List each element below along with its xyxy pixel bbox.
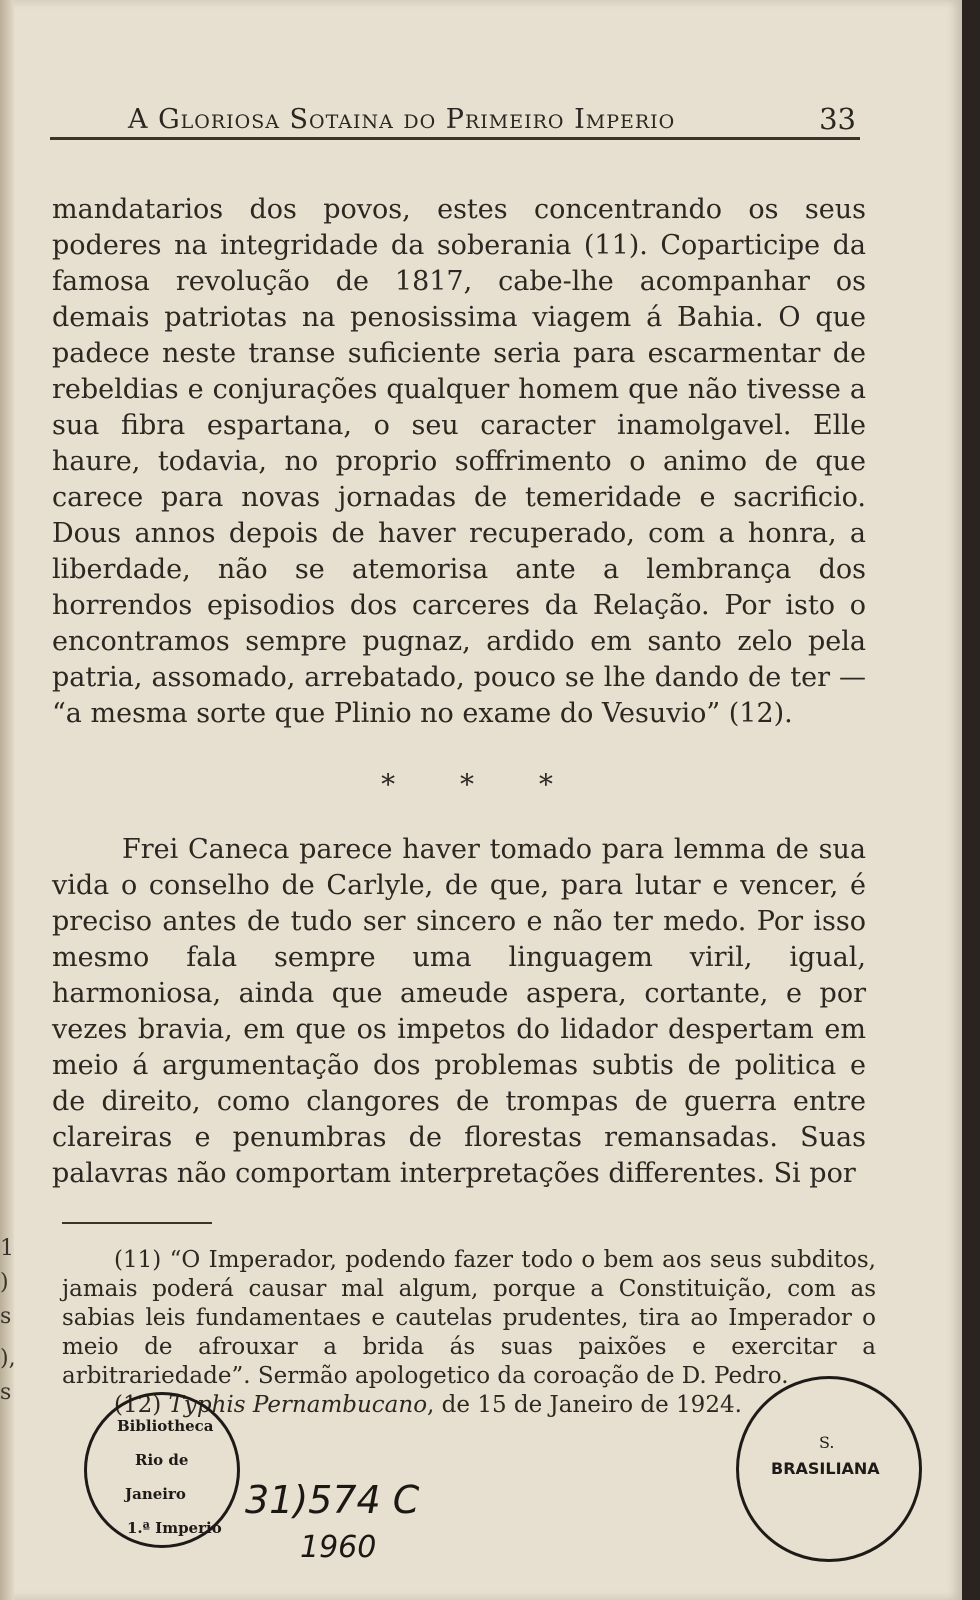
footnote-rule	[62, 1222, 212, 1224]
margin-mark: 1	[0, 1236, 14, 1261]
stamp-text-footer: 1.ª Imperio	[127, 1519, 222, 1537]
handwritten-accession-number: 31)574 C	[245, 1478, 420, 1522]
margin-mark: s	[0, 1380, 12, 1405]
margin-mark: )	[0, 1270, 9, 1295]
stamp-text-top: Bibliotheca	[117, 1417, 214, 1435]
stamp-label: BRASILIANA	[771, 1459, 880, 1478]
stamp-text-bottom: Janeiro	[125, 1485, 186, 1503]
page-number: 33	[819, 102, 856, 136]
footnote-11: (11) “O Imperador, podendo fazer todo o bem aos seus subditos, jamais poderá causar mal algum, porque a Constituição, com as sabias leis fundamentaes e cautelas prudentes, tira ao Imperador o meio de afrouxar a brida ás suas paixões e exercitar a arbitrariedade”. Sermão apologetico da coroação de D. Pedro.	[62, 1247, 876, 1389]
footnotes	[62, 1246, 876, 1420]
body-paragraph-1: mandatarios dos povos, estes concentrando os seus poderes na integridade da soberania (11). Coparticipe da famosa revolução de 1817, cabe-lhe acompanhar os demais patriotas na penosissima viagem á Bahia. O que padece neste transe suficiente seria para escarmentar de rebeldias e conjurações qualquer homem que não tivesse a sua fibra espartana, o seu caracter inamolgavel. Elle haure, todavia, no proprio soffrimento o animo de que carece para novas jornadas de temeridade e sacrificio. Dous annos depois de haver recuperado, com a honra, a liberdade, não se atemorisa ante a lembrança dos horrendos episodios dos carceres da Relação. Por isto o encontramos sempre pugnaz, ardido em santo zelo pela patria, assomado, arrebatado, pouco se lhe dando de ter — “a mesma sorte que Plinio no exame do Vesuvio” (12).	[52, 194, 866, 729]
stamp-small-text: S.	[819, 1433, 835, 1452]
margin-mark: s	[0, 1304, 12, 1329]
section-separator: * * *	[381, 768, 581, 801]
running-title: A Gloriosa Sotaina do Primeiro Imperio	[128, 104, 676, 135]
footnote-12-source: Typhis Pernambucano	[168, 1392, 428, 1418]
footnote-12-number: (12)	[114, 1392, 162, 1418]
header-rule	[50, 137, 860, 140]
library-stamp	[84, 1392, 240, 1548]
handwritten-year: 1960	[300, 1530, 377, 1565]
brasiliana-stamp	[736, 1376, 922, 1562]
margin-mark: ),	[0, 1346, 16, 1371]
running-header	[50, 92, 860, 140]
stamp-text-middle: Rio de	[135, 1451, 189, 1469]
body-paragraph-2: Frei Caneca parece haver tomado para lemma de sua vida o conselho de Carlyle, de que, para lutar e vencer, é preciso antes de tudo ser sincero e não ter medo. Por isso mesmo fala sempre uma linguagem viril, igual, harmoniosa, ainda que ameude aspera, cortante, e por vezes bravia, em que os impetos do lidador despertam em meio á argumentação dos problemas subtis de politica e de direito, como clangores de trompas de guerra entre clareiras e penumbras de florestas remansadas. Suas palavras não comportam interpretações differentes. Si por	[52, 834, 866, 1189]
footnote-12-date: , de 15 de Janeiro de 1924.	[427, 1392, 742, 1418]
